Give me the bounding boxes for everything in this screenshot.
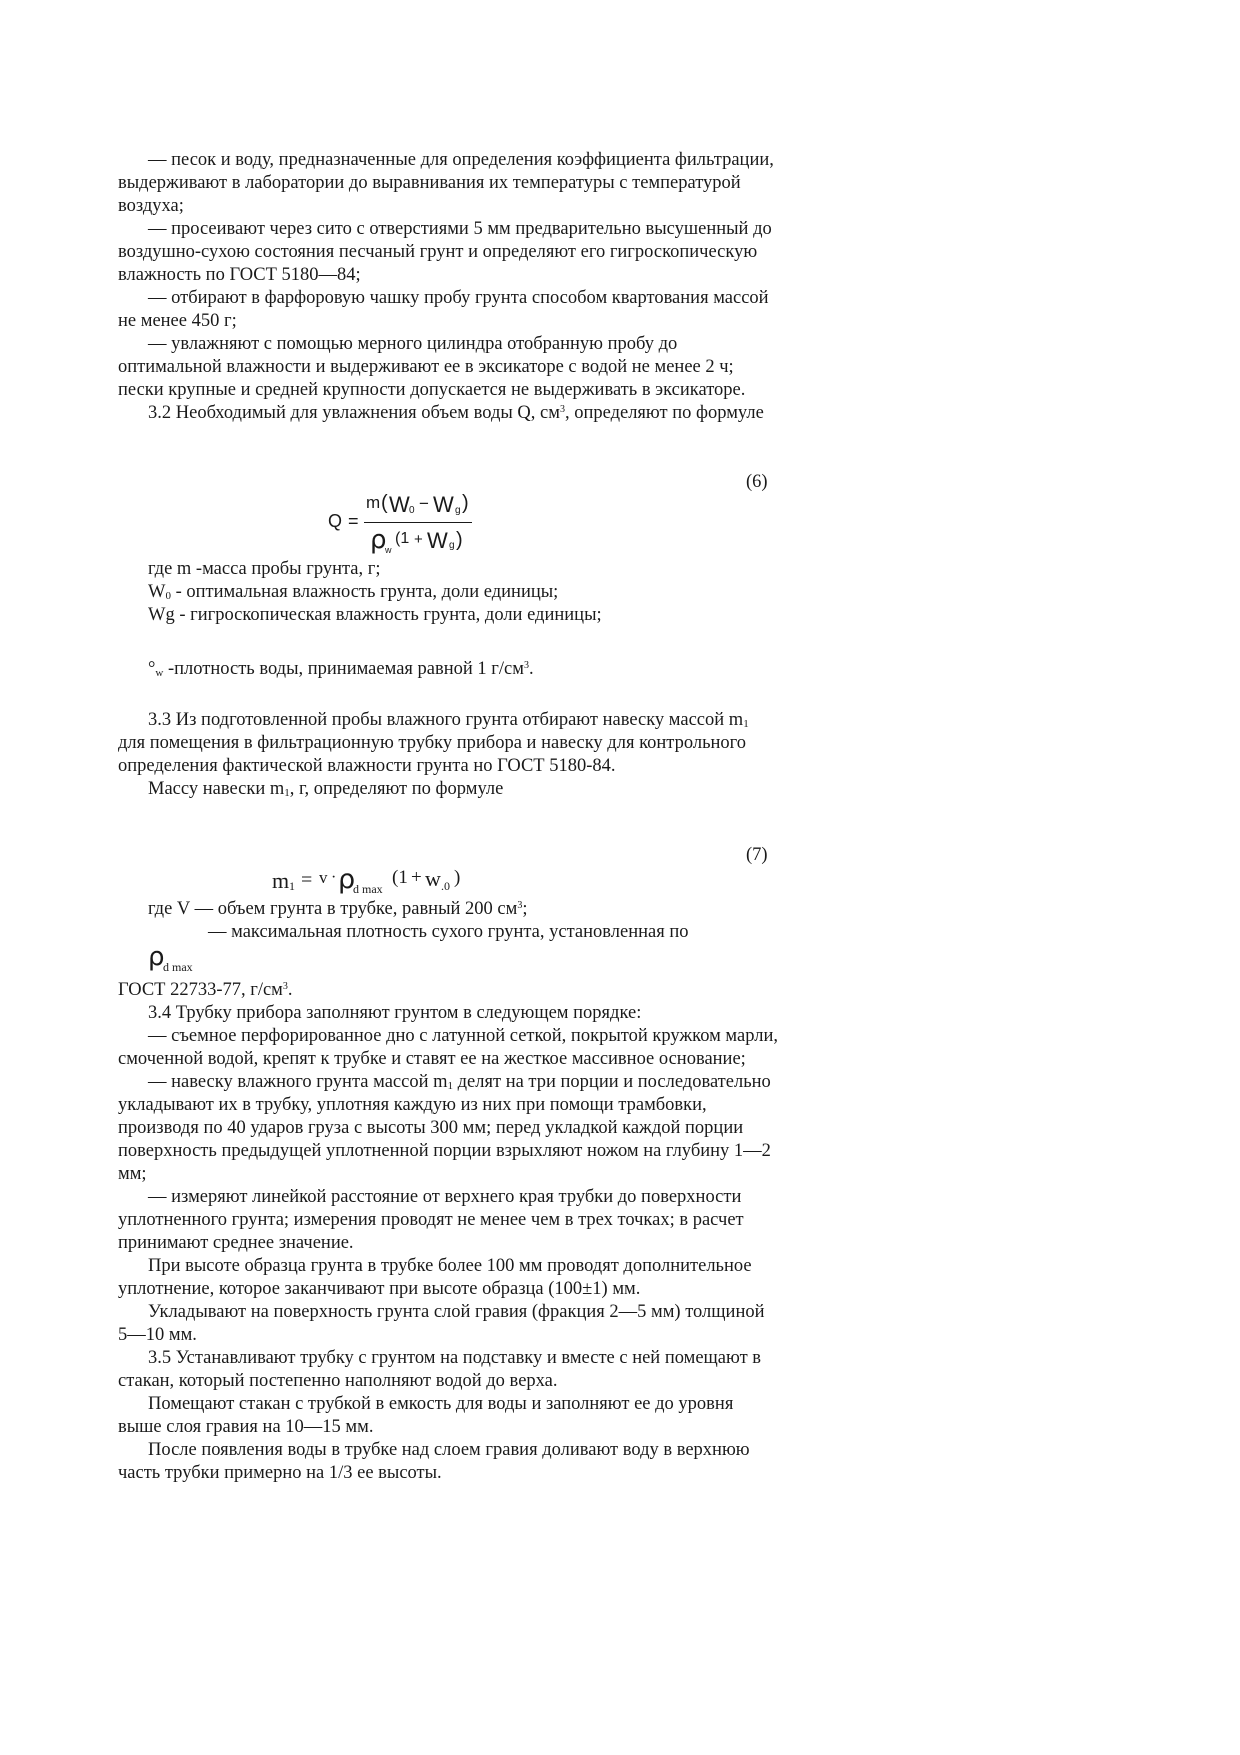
text-run: - оптимальная влажность грунта, доли единицы;	[170, 582, 559, 602]
text-run: ;	[522, 899, 528, 919]
section-3-1-list	[118, 149, 778, 425]
paragraph	[118, 979, 778, 1002]
paragraph	[118, 333, 778, 402]
formula-6-num-rparen: )	[462, 492, 469, 514]
formula-6-num-w0: W	[389, 492, 410, 517]
formula-7-plus: +	[411, 867, 422, 888]
paragraph	[118, 1025, 778, 1071]
formula-7-legend	[118, 898, 778, 921]
text-run: — отбирают в фарфоровую чашку пробу грунта способом квартования массой не менее 450 г;	[118, 288, 769, 331]
text-run: 3.5 Устанавливают трубку с грунтом на подставку и вместе с ней помещают в стакан, который постепенно наполняют водой до верха.	[118, 1348, 762, 1391]
subscript: 1	[743, 718, 749, 730]
formula-6-den-rho: ρ	[370, 525, 387, 555]
text-run: — песок и воду, предназначенные для определения коэффициента фильтрации, выдерживают в лаборатории до выравнивания их температуры с температурой воздуха;	[118, 150, 774, 216]
paragraph	[118, 898, 778, 921]
formula-6-den-one: (1	[395, 530, 410, 547]
superscript: 3	[559, 404, 565, 415]
rho-d-max-subscript: d max	[163, 960, 193, 974]
formula-6-den-plus: +	[414, 531, 423, 548]
text-run: ГОСТ 22733-77, г/см	[118, 980, 283, 1000]
rho-d-max-symbol: ρ	[148, 942, 165, 972]
formula-7-one: (1	[392, 867, 408, 888]
formula-7-m: m	[272, 868, 290, 893]
text-run: , г, определяют по формуле	[289, 779, 504, 799]
subscript: w	[155, 667, 164, 679]
max-density-description: — максимальная плотность сухого грунта, установленная по	[208, 922, 689, 942]
equation-number-7: (7)	[746, 845, 768, 865]
paragraph	[118, 1393, 778, 1439]
paragraph	[118, 1347, 778, 1393]
formula-6-legend	[118, 558, 778, 627]
text-run: 3.2 Необходимый для увлажнения объем воды Q, см	[148, 403, 560, 423]
paragraph	[118, 581, 778, 604]
superscript: 3	[282, 981, 288, 992]
formula-6-den-wg: W	[427, 528, 448, 553]
paragraph	[118, 218, 778, 287]
text-run: — съемное перфорированное дно с латунной сеткой, покрытой кружком марли, смоченной водой, крепят к трубке и ставят ее на жесткое массивное основание;	[118, 1026, 778, 1069]
formula-6-num-wg: W	[433, 492, 454, 517]
text-run: °	[148, 659, 156, 679]
paragraph	[118, 402, 778, 425]
formula-7-equals: =	[301, 869, 313, 891]
paragraph	[118, 1439, 778, 1485]
formula-6-den-rparen: )	[456, 529, 463, 551]
paragraph	[118, 149, 778, 218]
subscript: 1	[447, 1080, 453, 1092]
text-run: — просеивают через сито с отверстиями 5 мм предварительно высушенный до воздушно-сухою состояния песчаный грунт и определяют его гигроскопическую влажность по ГОСТ 5180—84;	[118, 219, 772, 285]
text-run: .	[528, 659, 534, 679]
formula-6-num-minus: −	[419, 494, 429, 513]
formula-6-lhs: Q	[328, 511, 343, 531]
formula-7-rho-sub: d max	[353, 882, 383, 896]
paragraph	[118, 1071, 778, 1186]
formula-6-den-wg-sub: g	[449, 540, 455, 551]
text-run: .	[287, 980, 293, 1000]
formula-6-num-wg-sub: g	[455, 505, 461, 516]
formula-6-num-lparen: (	[381, 492, 388, 514]
text-run: — увлажняют с помощью мерного цилиндра отобранную пробу до оптимальной влажности и выдерживают ее в эксикаторе с водой не менее 2 ч; пески крупные и средней крупности допускается не выдерживать в эксикаторе.	[118, 334, 746, 400]
paragraph	[118, 1301, 778, 1347]
formula-7-dot: ·	[331, 869, 337, 886]
text-run: делят на три порции и последовательно укладывают их в трубку, уплотняя каждую из них при помощи трамбовки, производя по 40 ударов груза с высоты 300 мм; перед укладкой каждой порции поверхность предыдущей уплотненной порции взрыхляют ножом на глубину 1—2 мм;	[118, 1072, 771, 1184]
formula-6-equals: =	[348, 511, 359, 531]
text-run: При высоте образца грунта в трубке более 100 мм проводят дополнительное уплотнение, которое заканчивают при высоте образца (100±1) мм.	[118, 1256, 752, 1299]
formula-6-den-rho-sub: w	[385, 545, 392, 555]
superscript: 3	[517, 900, 523, 911]
text-run: — измеряют линейкой расстояние от верхнего края трубки до поверхности уплотненного грунта; измерения проводят не менее чем в трех точках; в расчет принимают среднее значение.	[118, 1187, 744, 1253]
paragraph	[118, 658, 778, 681]
paragraph	[118, 1255, 778, 1301]
subscript: 1	[284, 787, 290, 799]
paragraph	[118, 604, 778, 627]
paragraph	[118, 1002, 778, 1025]
formula-7-v: v	[319, 868, 328, 887]
subscript: 0	[165, 590, 171, 602]
text-run: Укладывают на поверхность грунта слой гравия (фракция 2—5 мм) толщиной 5—10 мм.	[118, 1302, 765, 1345]
section-3-4-3-5	[118, 979, 778, 1485]
equation-number-6: (6)	[746, 472, 768, 492]
water-density-line	[118, 658, 778, 681]
formula-7-w: w	[425, 866, 441, 891]
text-run: Массу навески m	[148, 779, 285, 799]
text-run: где V — объем грунта в трубке, равный 200 см	[148, 899, 518, 919]
text-run: После появления воды в трубке над слоем гравия доливают воду в верхнюю часть трубки примерно на 1/3 ее высоты.	[118, 1440, 750, 1483]
text-run: 3.3 Из подготовленной пробы влажного грунта отбирают навеску массой m	[148, 710, 744, 730]
formula-7-w-sub: .0	[441, 879, 450, 893]
formula-7-rparen: )	[454, 867, 461, 888]
paragraph	[118, 558, 778, 581]
text-run: для помещения в фильтрационную трубку прибора и навеску для контрольного определения фактической влажности грунта но ГОСТ 5180-84.	[118, 733, 747, 776]
paragraph	[118, 1186, 778, 1255]
formula-6-num-w0-sub: 0	[409, 505, 415, 516]
paragraph	[118, 778, 778, 801]
text-run: -плотность воды, принимаемая равной 1 г/см	[163, 659, 524, 679]
superscript: 3	[523, 660, 529, 671]
text-run: , определяют по формуле	[564, 403, 764, 423]
paragraph	[118, 709, 778, 778]
formula-7-m-sub: 1	[289, 879, 295, 893]
paragraph	[118, 287, 778, 333]
formula-6-num-m: m	[366, 493, 381, 512]
text-run: — навеску влажного грунта массой m	[148, 1072, 448, 1092]
text-run: 3.4 Трубку прибора заполняют грунтом в следующем порядке:	[148, 1003, 642, 1023]
formula-6-fraction-bar	[364, 522, 472, 523]
text-run: где m -масса пробы грунта, г;	[148, 559, 381, 579]
section-3-3	[118, 709, 778, 801]
formula-7-rho: ρ	[338, 864, 356, 895]
text-run: W	[148, 582, 166, 602]
text-run: Wg - гигроскопическая влажность грунта, доли единицы;	[148, 605, 602, 625]
text-run: Помещают стакан с трубкой в емкость для воды и заполняют ее до уровня выше слоя гравия на 10—15 мм.	[118, 1394, 734, 1437]
